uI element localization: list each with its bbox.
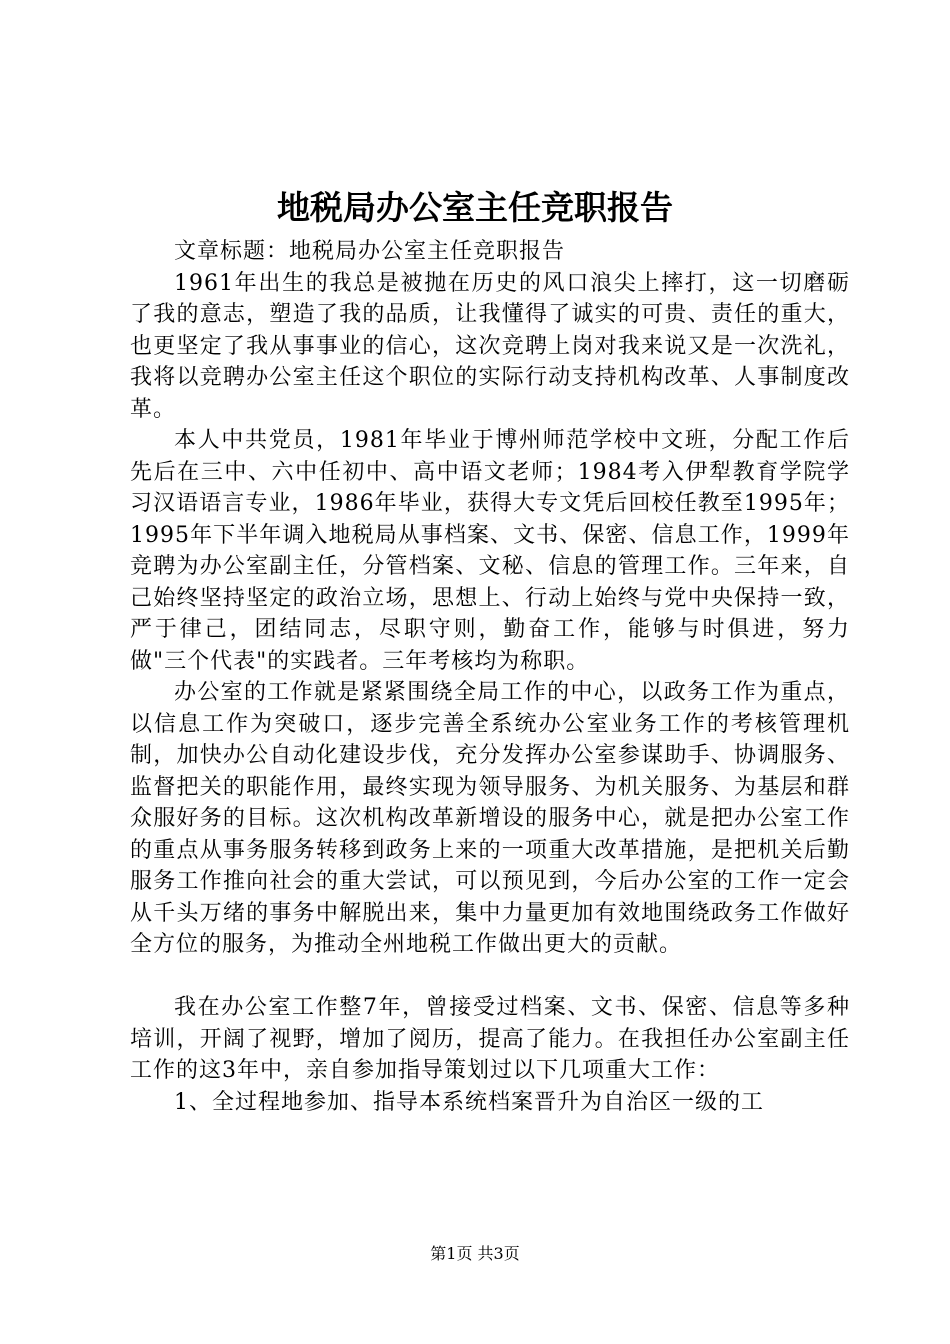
- paragraph-experience: 我在办公室工作整7年，曾接受过档案、文书、保密、信息等多种培训，开阔了视野，增加了阅历，提高了能力。在我担任办公室副主任工作的这3年中，亲自参加指导策划过以下几项重大工作：: [130, 995, 850, 1083]
- paragraph-list-item-1: 1、全过程地参加、指导本系统档案晋升为自治区一级的工: [174, 1089, 764, 1115]
- document-body: [130, 236, 850, 1118]
- page-footer: 第1页 共3页: [430, 1244, 520, 1263]
- paragraph-office-duties: 办公室的工作就是紧紧围绕全局工作的中心，以政务工作为重点，以信息工作为突破口，逐步完善全系统办公室业务工作的考核管理机制，加快办公自动化建设步伐，充分发挥办公室参谋助手、协调服务、监督把关的职能作用，最终实现为领导服务、为机关服务、为基层和群众服好务的目标。这次机构改革新增设的服务中心，就是把办公室工作的重点从事务服务转移到政务上来的一项重大改革措施，是把机关后勤服务工作推向社会的重大尝试，可以预见到，今后办公室的工作一定会从千头万绪的事务中解脱出来，集中力量更加有效地围绕政务工作做好全方位的服务，为推动全州地税工作做出更大的贡献。: [130, 680, 850, 957]
- paragraph-article-title: 文章标题：地税局办公室主任竞职报告: [174, 239, 566, 264]
- paragraph-background: 本人中共党员，1981年毕业于博州师范学校中文班，分配工作后先后在三中、六中任初中、高中语文老师；1984考入伊犁教育学院学习汉语语言专业，1986年毕业，获得大专文凭后回校任教至1995年；1995年下半年调入地税局从事档案、文书、保密、信息工作，1999年竞聘为办公室副主任，分管档案、文秘、信息的管理工作。三年来，自己始终坚持坚定的政治立场，思想上、行动上始终与党中央保持一致，严于律己，团结同志，尽职守则，勤奋工作，能够与时俱进，努力做"三个代表"的实践者。三年考核均为称职。: [130, 428, 850, 674]
- paragraph-intro: 1961年出生的我总是被抛在历史的风口浪尖上摔打，这一切磨砺了我的意志，塑造了我的品质，让我懂得了诚实的可贵、责任的重大，也更坚定了我从事事业的信心，这次竞聘上岗对我来说又是一次洗礼，我将以竞聘办公室主任这个职位的实际行动支持机构改革、人事制度改革。: [130, 270, 850, 422]
- document-title: 地税局办公室主任竞职报告: [277, 188, 673, 227]
- paragraph-spacer: [130, 961, 850, 993]
